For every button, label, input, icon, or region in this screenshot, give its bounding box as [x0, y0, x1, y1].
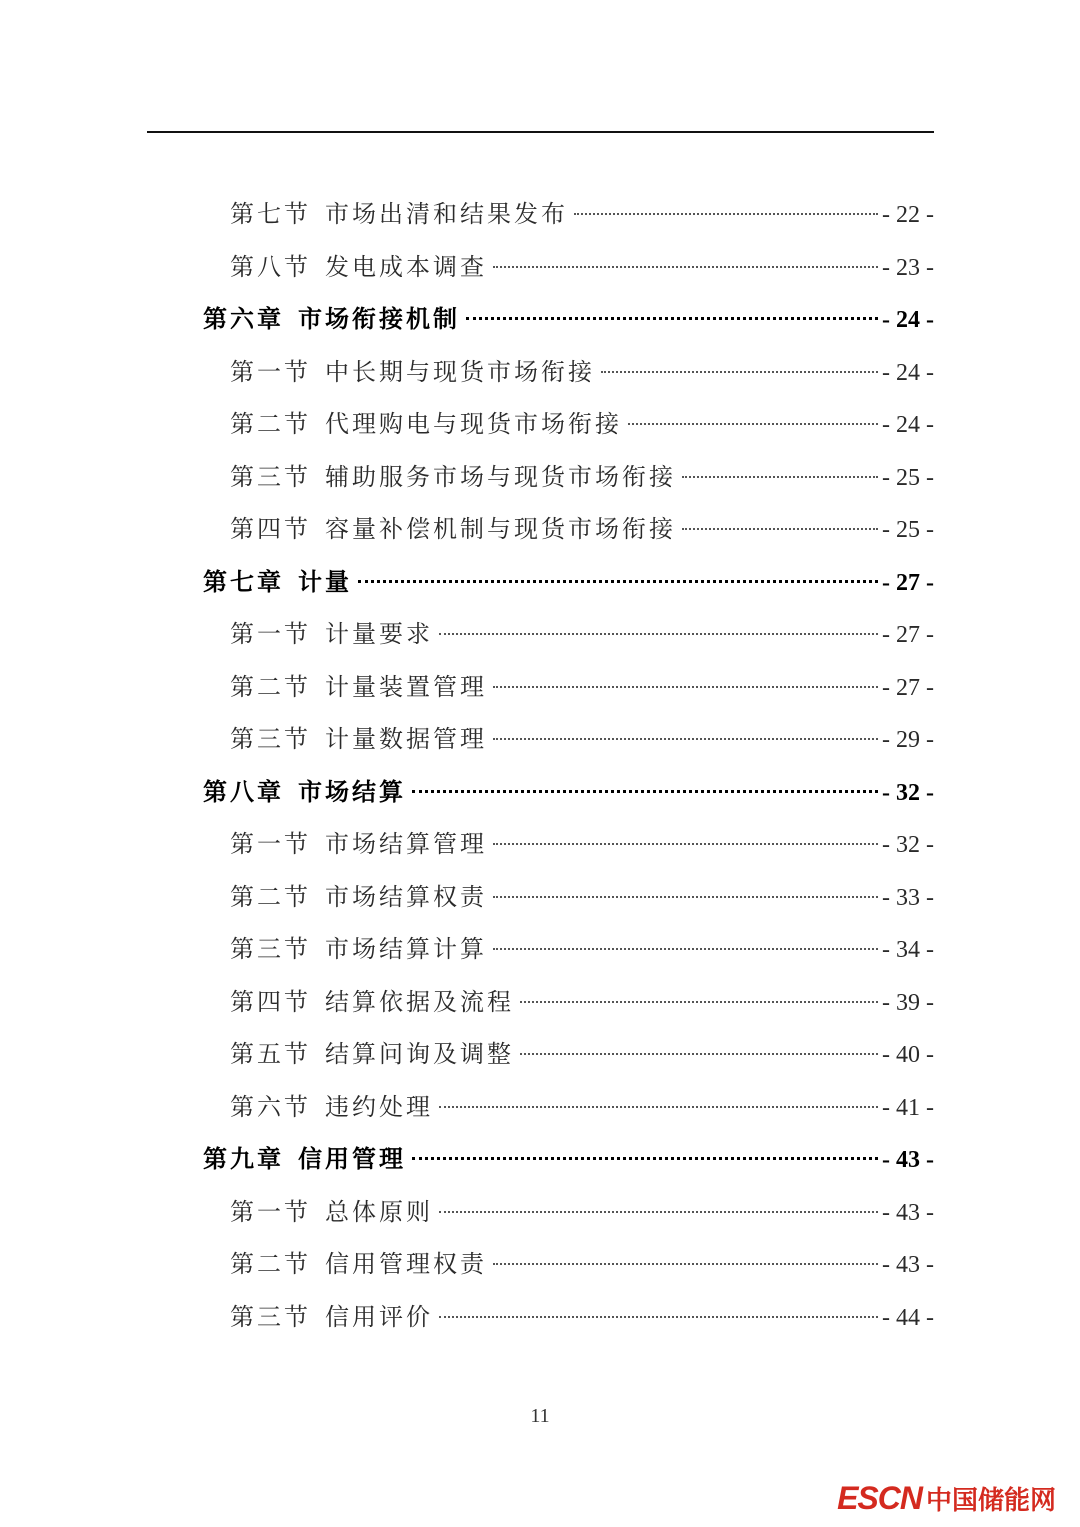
toc-entry-label: [230, 713, 487, 765]
toc-entry-number: 第七节: [230, 200, 311, 228]
toc-entry-page: - 24 -: [882, 412, 934, 438]
toc-entry-label: [230, 871, 487, 923]
toc-dot-leader: [466, 317, 878, 320]
toc-section-entry[interactable]: [230, 398, 934, 450]
toc-entry-page: - 29 -: [882, 727, 934, 753]
toc-entry-page: - 23 -: [882, 254, 934, 281]
toc-entry-title: 容量补偿机制与现货市场衔接: [325, 515, 676, 543]
toc-entry-number: 第一节: [230, 357, 311, 386]
toc-section-entry[interactable]: [230, 818, 934, 870]
toc-section-entry[interactable]: [230, 241, 934, 293]
toc-entry-label: [230, 1028, 514, 1080]
toc-dot-leader: [358, 580, 878, 583]
toc-entry-title: 市场结算: [298, 776, 406, 806]
toc-entry-label: [203, 766, 406, 818]
toc-entry-page: - 32 -: [882, 779, 934, 806]
toc-entry-title: 市场衔接机制: [298, 304, 460, 333]
page-number: 11: [530, 1405, 550, 1427]
toc-entry-number: 第三节: [230, 462, 311, 491]
toc-section-entry[interactable]: [230, 451, 934, 503]
toc-dot-leader: [682, 476, 878, 478]
toc-entry-title: 市场结算权责: [325, 882, 487, 911]
toc-dot-leader: [412, 1157, 878, 1160]
toc-entry-number: 第四节: [230, 987, 311, 1016]
toc-entry-title: 信用管理: [298, 1144, 406, 1173]
toc-dot-leader: [601, 371, 878, 373]
toc-entry-title: 代理购电与现货市场衔接: [325, 410, 622, 438]
toc-dot-leader: [520, 1053, 878, 1055]
toc-dot-leader: [682, 528, 878, 530]
toc-entry-number: 第三节: [230, 1302, 311, 1331]
toc-entry-number: 第六节: [230, 1092, 311, 1121]
toc-entry-label: [230, 503, 676, 555]
toc-entry-label: [230, 451, 676, 503]
toc-entry-page: - 40 -: [882, 1042, 934, 1068]
toc-entry-page: - 34 -: [882, 937, 934, 963]
toc-entry-number: 第九章: [203, 1144, 284, 1173]
toc-section-entry[interactable]: [230, 1238, 934, 1290]
toc-chapter-entry[interactable]: [203, 556, 934, 608]
toc-entry-page: - 22 -: [882, 202, 934, 228]
toc-entry-title: 总体原则: [325, 1197, 433, 1226]
toc-entry-page: - 25 -: [882, 464, 934, 491]
toc-entry-label: [230, 661, 487, 713]
toc-dot-leader: [574, 213, 878, 215]
toc-entry-label: [203, 293, 460, 345]
toc-section-entry[interactable]: [230, 976, 934, 1028]
toc-entry-label: [230, 1291, 433, 1343]
toc-entry-label: [230, 241, 487, 293]
toc-entry-number: 第一节: [230, 620, 311, 648]
toc-chapter-entry[interactable]: [203, 1133, 934, 1185]
toc-dot-leader: [493, 843, 878, 845]
toc-entry-page: - 27 -: [882, 569, 934, 596]
toc-dot-leader: [493, 266, 878, 268]
toc-dot-leader: [520, 1001, 878, 1003]
toc-dot-leader: [493, 948, 878, 950]
toc-entry-page: - 43 -: [882, 1147, 934, 1173]
toc-dot-leader: [493, 686, 878, 688]
toc-entry-label: [230, 188, 568, 240]
toc-entry-page: - 32 -: [882, 832, 934, 858]
toc-entry-label: [203, 556, 352, 608]
toc-section-entry[interactable]: [230, 1028, 934, 1080]
toc-entry-title: 信用评价: [325, 1302, 433, 1331]
toc-entry-label: [230, 398, 622, 450]
toc-section-entry[interactable]: [230, 608, 934, 660]
toc-dot-leader: [493, 738, 878, 740]
toc-section-entry[interactable]: [230, 1186, 934, 1238]
toc-entry-page: - 27 -: [882, 674, 934, 701]
toc-entry-title: 辅助服务市场与现货市场衔接: [325, 462, 676, 491]
toc-entry-page: - 41 -: [882, 1094, 934, 1121]
toc-entry-title: 结算问询及调整: [325, 1040, 514, 1068]
toc-entry-label: [230, 818, 487, 870]
toc-entry-page: - 24 -: [882, 359, 934, 386]
toc-entry-label: [203, 1133, 406, 1185]
toc-entry-title: 计量数据管理: [325, 725, 487, 753]
toc-entry-number: 第一节: [230, 830, 311, 858]
toc-section-entry[interactable]: [230, 661, 934, 713]
toc-dot-leader: [439, 1211, 878, 1213]
toc-entry-title: 发电成本调查: [325, 252, 487, 281]
toc-section-entry[interactable]: [230, 923, 934, 975]
toc-entry-number: 第二节: [230, 410, 311, 438]
toc-entry-title: 市场结算计算: [325, 935, 487, 963]
toc-entry-number: 第七章: [203, 566, 284, 596]
toc-entry-number: 第四节: [230, 515, 311, 543]
toc-dot-leader: [439, 1316, 878, 1318]
toc-entry-label: [230, 976, 514, 1028]
toc-section-entry[interactable]: [230, 188, 934, 240]
toc-entry-page: - 25 -: [882, 517, 934, 543]
toc-entry-page: - 39 -: [882, 989, 934, 1016]
toc-section-entry[interactable]: [230, 713, 934, 765]
toc-entry-number: 第六章: [203, 304, 284, 333]
toc-entry-title: 市场出清和结果发布: [325, 200, 568, 228]
toc-section-entry[interactable]: [230, 871, 934, 923]
toc-chapter-entry[interactable]: [203, 293, 934, 345]
header-rule: [147, 131, 934, 133]
toc-entry-page: - 43 -: [882, 1252, 934, 1278]
toc-entry-title: 违约处理: [325, 1092, 433, 1121]
watermark-cjk: 中国储能网: [925, 1485, 1056, 1515]
toc-entry-number: 第二节: [230, 672, 311, 701]
toc-section-entry[interactable]: [230, 1291, 934, 1343]
toc-entry-label: [230, 1238, 487, 1290]
toc-entry-number: 第八章: [203, 776, 284, 806]
toc-entry-title: 结算依据及流程: [325, 987, 514, 1016]
toc-entry-number: 第三节: [230, 935, 311, 963]
toc-dot-leader: [493, 1263, 878, 1265]
toc-entry-label: [230, 608, 433, 660]
toc-section-entry[interactable]: [230, 503, 934, 555]
toc-entry-title: 计量要求: [325, 620, 433, 648]
escn-watermark-logo: [837, 1480, 1056, 1517]
watermark-latin: ESCN: [837, 1480, 922, 1516]
toc-dot-leader: [628, 423, 878, 425]
toc-section-entry[interactable]: [230, 1081, 934, 1133]
toc-dot-leader: [493, 896, 878, 898]
toc-entry-number: 第一节: [230, 1197, 311, 1226]
toc-dot-leader: [439, 633, 878, 635]
toc-entry-number: 第三节: [230, 725, 311, 753]
toc-entry-label: [230, 346, 595, 398]
toc-chapter-entry[interactable]: [203, 766, 934, 818]
toc-entry-page: - 44 -: [882, 1304, 934, 1331]
toc-entry-page: - 43 -: [882, 1199, 934, 1226]
toc-entry-number: 第二节: [230, 882, 311, 911]
toc-entry-title: 计量: [298, 566, 352, 596]
toc-entry-title: 计量装置管理: [325, 672, 487, 701]
toc-entry-title: 中长期与现货市场衔接: [325, 357, 595, 386]
toc-entry-label: [230, 1186, 433, 1238]
toc-entry-label: [230, 923, 487, 975]
toc-entry-label: [230, 1081, 433, 1133]
toc-entry-title: 信用管理权责: [325, 1250, 487, 1278]
toc-entry-page: - 24 -: [882, 307, 934, 333]
toc-entry-number: 第八节: [230, 252, 311, 281]
toc-entry-page: - 33 -: [882, 884, 934, 911]
toc-entry-page: - 27 -: [882, 622, 934, 648]
toc-dot-leader: [412, 790, 878, 793]
toc-section-entry[interactable]: [230, 346, 934, 398]
toc-entry-number: 第五节: [230, 1040, 311, 1068]
toc-entry-number: 第二节: [230, 1250, 311, 1278]
toc-dot-leader: [439, 1106, 878, 1108]
toc-entry-title: 市场结算管理: [325, 830, 487, 858]
